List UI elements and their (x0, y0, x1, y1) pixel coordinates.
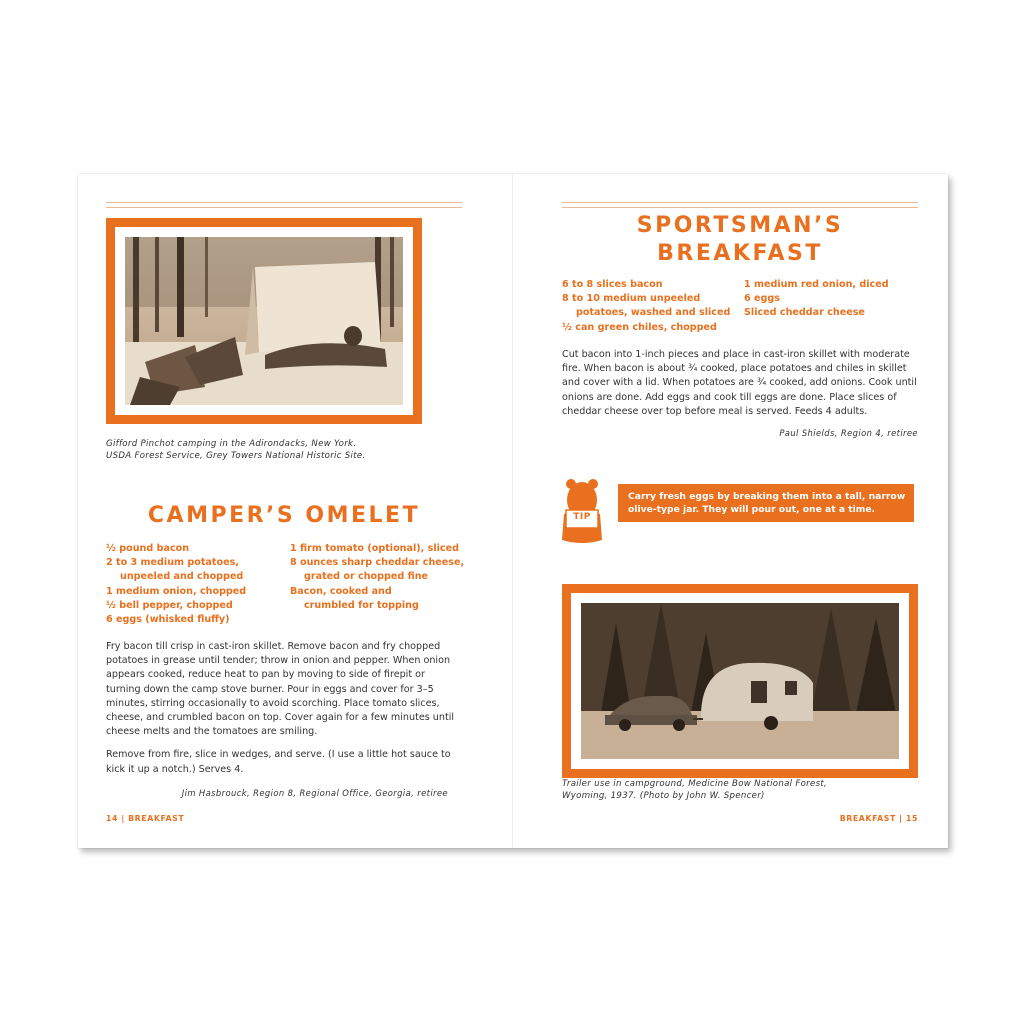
recipe-title-campers-omelet: CAMPER’S OMELET (147, 503, 421, 528)
photo-trailer-campground (581, 603, 899, 759)
tip-box (618, 484, 914, 522)
ingredients-omelet-col1 (106, 542, 246, 627)
ingredient-item: unpeeled and chopped (120, 571, 244, 583)
ingredients-omelet-col2 (290, 542, 464, 613)
caption-line: Wyoming, 1937. (Photo by John W. Spencer) (562, 791, 765, 801)
photo-trailer-image (581, 603, 899, 759)
ingredient-item: 2 to 3 medium potatoes, (106, 557, 239, 569)
right-top-rule (562, 202, 918, 208)
tip-text-line: Carry fresh eggs by breaking them into a tall, narrow (628, 491, 906, 502)
tip-label: TIP (573, 512, 591, 522)
ingredient-item: 6 eggs (whisked fluffy) (106, 614, 230, 626)
omelet-directions (106, 640, 458, 786)
title-line: SPORTSMAN’S (636, 213, 844, 238)
ingredient-item: crumbled for topping (304, 599, 419, 611)
ingredient-item: ½ bell pepper, chopped (106, 599, 233, 611)
caption-line: Gifford Pinchot camping in the Adirondacks, New York. (106, 439, 357, 449)
photo-pinchot-camping (125, 237, 403, 405)
ingredient-item: 1 medium onion, chopped (106, 585, 247, 597)
ingredient-item: Sliced cheddar cheese (744, 307, 865, 319)
bear-icon (556, 474, 608, 546)
directions-paragraph: Cut bacon into 1-inch pieces and place in cast-iron skillet with moderate fire. When bacon is about ¾ cooked, place potatoes and chiles in skillet and cover with a lid. When potatoes are ¾ cooked, add onions. Cook until onions are done. Add eggs and cook till eggs are done. Place slices of cheddar cheese over top before meal is served. Feeds 4 adults. (562, 349, 917, 417)
book-gutter (512, 174, 513, 848)
ingredient-item: 8 to 10 medium unpeeled (562, 293, 701, 305)
caption-line: USDA Forest Service, Grey Towers National Historic Site. (106, 451, 366, 461)
directions-paragraph: Fry bacon till crisp in cast-iron skillet. Remove bacon and fry chopped potatoes in grease until tender; throw in onion and pepper. When onion appears cooked, reduce heat to pan by moving to side of firepit or turning down the camp stove burner. Pour in eggs and cover for 3–5 minutes, stirring occasionally to avoid scorching. Place tomato slices, cheese, and crumbled bacon on top. Cover again for a few minutes until cheese melts and the tomatoes are smiling. (106, 641, 455, 738)
ingredient-item: potatoes, washed and sliced (576, 307, 731, 319)
omelet-attribution: Jim Hasbrouck, Region 8, Regional Office, Georgia, retiree (181, 788, 448, 798)
title-line: BREAKFAST (657, 241, 823, 266)
tip-text-line: olive-type jar. They will pour out, one at a time. (628, 504, 876, 515)
photo-frame-pinchot (106, 218, 422, 424)
ingredient-item: 6 eggs (744, 293, 780, 305)
recipe-title-sportsmans-breakfast (562, 212, 918, 268)
left-folio: 14 | BREAKFAST (106, 814, 185, 823)
ingredients-sportsman-col1 (562, 278, 730, 335)
photo-frame-trailer (562, 584, 918, 778)
caption-line: Trailer use in campground, Medicine Bow National Forest, (562, 779, 828, 789)
book-spread (78, 174, 948, 848)
sportsman-directions (562, 348, 918, 428)
ingredient-item: 6 to 8 slices bacon (562, 279, 663, 290)
directions-paragraph: Remove from fire, slice in wedges, and serve. (I use a little hot sauce to kick it up a notch.) Serves 4. (106, 749, 451, 775)
photo-pinchot-caption (106, 438, 366, 462)
left-top-rule (106, 202, 462, 208)
photo-mat (571, 593, 909, 769)
photo-mat (115, 227, 413, 415)
ingredient-item: Bacon, cooked and (290, 585, 392, 597)
ingredient-item: 1 firm tomato (optional), sliced (290, 543, 459, 554)
ingredients-sportsman-col2 (744, 278, 889, 321)
tip-bear-badge (556, 474, 608, 546)
ingredient-item: 1 medium red onion, diced (744, 279, 889, 290)
ingredient-item: ½ can green chiles, chopped (562, 321, 717, 333)
ingredient-item: 8 ounces sharp cheddar cheese, (290, 557, 465, 569)
sportsman-attribution: Paul Shields, Region 4, retiree (779, 428, 918, 438)
right-folio: BREAKFAST | 15 (839, 814, 918, 823)
ingredient-item: grated or chopped fine (304, 571, 429, 583)
photo-trailer-caption (562, 778, 827, 802)
photo-pinchot-image (125, 237, 403, 405)
ingredient-item: ½ pound bacon (106, 543, 190, 554)
